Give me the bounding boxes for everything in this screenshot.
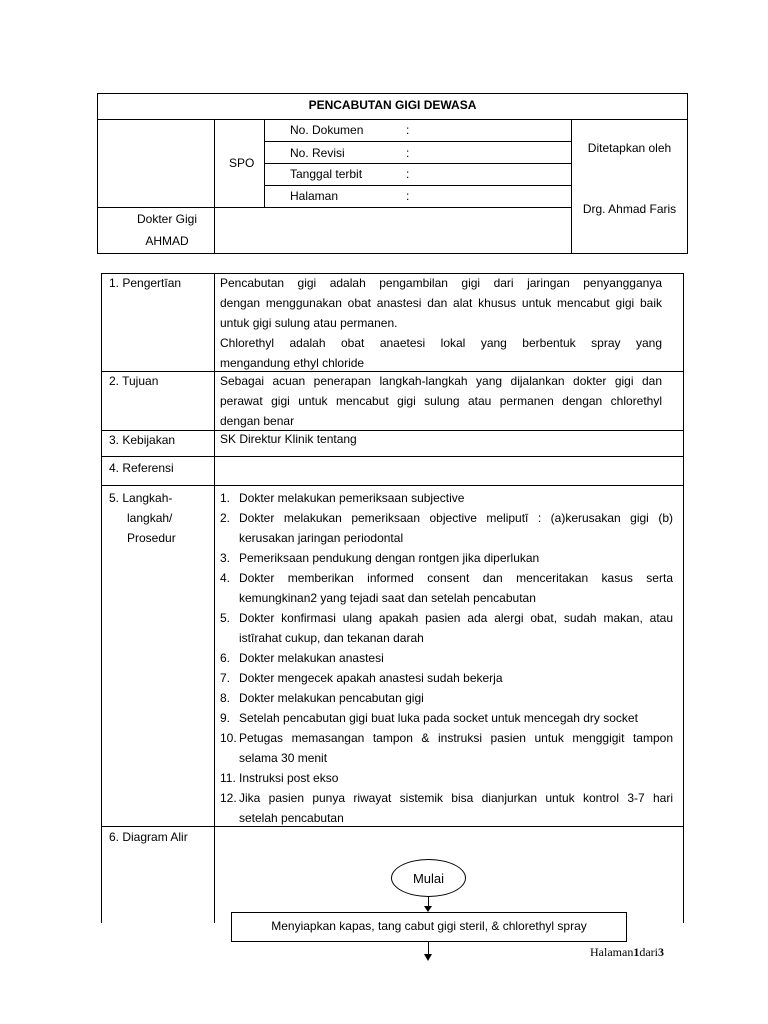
section-label-pengertian: 1. Pengertīan [109, 276, 182, 290]
header-divider [571, 119, 572, 254]
field-separator: : [406, 189, 410, 203]
procedure-step-text: istīrahat cukup, dan tekanan darah [239, 631, 424, 645]
procedure-step-number: 12. [220, 791, 237, 805]
org-name-line1: Dokter Gigi [136, 212, 198, 226]
pengertian-line: Chlorethyl adalah obat anaetesi lokal yang berbentuk spray yang [220, 336, 662, 350]
procedure-step-text: Instruksi post ekso [239, 771, 339, 785]
signer-name: Drg. Ahmad Faris [582, 202, 677, 216]
tujuan-line: Sebagai acuan penerapan langkah-langkah yang dijalankan dokter gigi dan [220, 374, 662, 388]
procedure-step-text: Jika pasien punya riwayat sistemik bisa dianjurkan untuk kontrol 3-7 hari [239, 791, 673, 805]
pengertian-line: untuk gigi sulung atau permanen. [220, 316, 398, 330]
pengertian-line: Pencabutan gigi adalah pengambilan gigi dari jaringan penyangganya [220, 276, 662, 290]
procedure-step-text: Pemeriksaan pendukung dengan rontgen jika diperlukan [239, 551, 540, 565]
section-label-langkah: Prosedur [127, 531, 176, 545]
spo-label: SPO [229, 156, 255, 170]
row-divider [101, 456, 684, 457]
procedure-step-number: 9. [220, 711, 231, 725]
page-footer [590, 945, 664, 960]
procedure-step-text: setelah pencabutan [239, 811, 344, 825]
field-label-tanggal-terbit: Tanggal terbit [290, 167, 363, 181]
procedure-step-number: 2. [220, 511, 231, 525]
tujuan-line: dengan benar [220, 414, 295, 428]
section-label-langkah: 5. Langkah- [109, 491, 173, 505]
footer-total: 3 [657, 945, 664, 959]
field-separator: : [406, 123, 410, 137]
procedure-step-text: Setelah pencabutan gigi buat luka pada socket untuk mencegah dry socket [239, 711, 638, 725]
section-label-referensi: 4. Referensi [109, 461, 174, 475]
procedure-step-number: 8. [220, 691, 231, 705]
procedure-step-number: 11. [220, 771, 236, 785]
footer-prefix: Halaman [590, 945, 634, 959]
procedure-step-number: 1. [220, 491, 231, 505]
procedure-step-text: Dokter melakukan pemeriksaan subjective [239, 491, 465, 505]
tujuan-line: perawat gigi untuk mencabut gigi sulung atau permanen dengan chlorethyl [220, 394, 662, 408]
kebijakan-text: SK Direktur Klinik tentang [220, 432, 357, 446]
procedure-step-text: selama 30 menit [239, 751, 328, 765]
org-name-line2: AHMAD [145, 234, 189, 248]
header-divider [97, 207, 214, 208]
flow-step-label: Menyiapkan kapas, tang cabut gigi steril, & chlorethyl spray [271, 919, 587, 933]
procedure-step-number: 7. [220, 671, 231, 685]
procedure-step-text: Dokter konfirmasi ulang apakah pasien ada alergi obat, sudah makan, atau [239, 611, 673, 625]
row-divider [101, 430, 684, 431]
footer-mid: dari [639, 945, 658, 959]
section-label-diagram: 6. Diagram Alir [109, 830, 188, 844]
header-divider [264, 163, 571, 164]
flow-arrow-head [424, 954, 432, 961]
pengertian-line: mengandung ethyl chloride [220, 356, 365, 370]
section-label-tujuan: 2. Tujuan [109, 374, 159, 388]
header-divider [264, 141, 571, 142]
ditetapkan-label: Ditetapkan oleh [587, 141, 672, 155]
procedure-step-number: 4. [220, 571, 231, 585]
field-label-no-dokumen: No. Dokumen [290, 123, 364, 137]
header-divider [214, 207, 571, 208]
procedure-step-text: kerusakan jaringan periodontal [239, 531, 404, 545]
procedure-step-text: Dokter mengecek apakah anastesi sudah bekerja [239, 671, 503, 685]
procedure-step-text: Dokter melakukan pemeriksaan objective meliputī : (a)kerusakan gigi (b) [239, 511, 673, 525]
row-divider [101, 826, 684, 827]
pengertian-line: dengan menggunakan obat anastesi dan alat khusus untuk mencabut gigi baik [220, 296, 662, 310]
field-label-no-revisi: No. Revisi [290, 146, 345, 160]
procedure-step-text: Dokter memberikan informed consent dan menceritakan kasus serta [239, 571, 673, 585]
field-separator: : [406, 167, 410, 181]
header-divider [264, 185, 571, 186]
procedure-step-number: 6. [220, 651, 231, 665]
procedure-step-text: Dokter melakukan anastesi [239, 651, 384, 665]
procedure-step-text: Petugas memasangan tampon & instruksi pasien untuk menggigit tampon [239, 731, 673, 745]
procedure-step-text: kemungkinan2 yang tejadi saat dan setelah pencabutan [239, 591, 536, 605]
field-label-halaman: Halaman [290, 189, 339, 203]
flow-start-label: Mulai [412, 871, 445, 886]
header-outer-border [97, 93, 688, 254]
field-separator: : [406, 146, 410, 160]
section-label-langkah: langkah/ [127, 511, 173, 525]
row-divider [101, 485, 684, 486]
procedure-step-number: 3. [220, 551, 231, 565]
procedure-step-number: 5. [220, 611, 231, 625]
document-title: PENCABUTAN GIGI DEWASA [308, 98, 477, 112]
procedure-step-text: Dokter melakukan pencabutan gigi [239, 691, 424, 705]
header-divider [97, 119, 688, 120]
footer-page: 1 [633, 945, 640, 959]
procedure-step-number: 10. [220, 731, 237, 745]
section-label-kebijakan: 3. Kebijakan [109, 433, 176, 447]
